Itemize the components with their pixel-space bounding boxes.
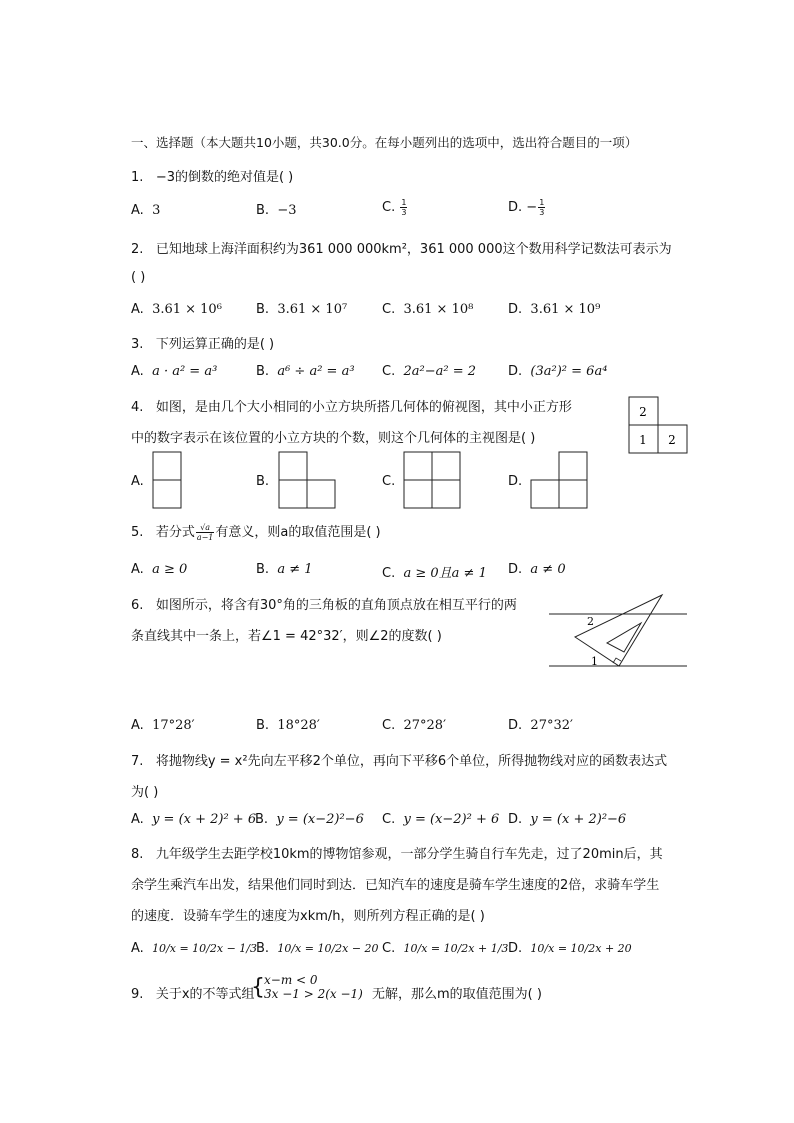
front-view-c[interactable] (403, 451, 462, 509)
question-text: 下列运算正确的是( ) (155, 337, 275, 352)
question-text: 如图，是由几个大小相同的小立方块所搭几何体的俯视图，其中小正方形 (155, 400, 572, 415)
question-number: 5. (131, 525, 144, 540)
q3-option-c[interactable]: C. 2a²−a² = 2 (382, 364, 476, 379)
question-7-line2: 为( ) (131, 785, 159, 800)
question-number: 6. (131, 598, 144, 613)
q2-option-a[interactable]: A. 3.61 × 10⁶ (131, 302, 222, 317)
grid-number: 1 (639, 433, 647, 447)
question-9: 9. 关于x的不等式组 (131, 987, 255, 1002)
q8-option-a[interactable]: A. 10/x = 10/2x − 1/3 (131, 941, 257, 956)
q2-option-b[interactable]: B. 3.61 × 10⁷ (256, 302, 348, 317)
inequality-system: x−m < 0 3x −1 > 2(x −1) (264, 973, 363, 1001)
triangle-ruler-figure (545, 592, 690, 672)
question-text: 将抛物线y = x²先向左平移2个单位，再向下平移6个单位，所得抛物线对应的函数表达式 (155, 754, 668, 769)
question-number: 3. (131, 337, 144, 352)
front-view-d[interactable] (530, 451, 589, 509)
q7-option-d[interactable]: D. y = (x + 2)²−6 (508, 812, 627, 827)
q2-option-d[interactable]: D. 3.61 × 10⁹ (508, 302, 601, 317)
q5-option-b[interactable]: B. a ≠ 1 (256, 562, 313, 577)
question-number: 1. (131, 170, 144, 185)
question-number: 9. (131, 987, 144, 1002)
q8-option-b[interactable]: B. 10/x = 10/2x − 20 (256, 941, 379, 956)
question-6 (131, 594, 517, 613)
fraction: $\frac{√a}{a-1}$ (196, 523, 214, 542)
question-5: 5. 若分式 $\frac{√a}{a-1}$ 有意义，则a的取值范围是( ) (131, 523, 381, 542)
top-view-figure (628, 396, 688, 454)
question-number: 7. (131, 754, 144, 769)
question-3 (131, 333, 274, 352)
section-header: 一、选择题（本大题共10小题，共30.0分。在每小题列出的选项中，选出符合题目的一项） (131, 135, 638, 150)
q6-option-a[interactable]: A. 17°28′ (131, 718, 195, 733)
q5-option-a[interactable]: A. a ≥ 0 (131, 562, 188, 577)
grid-number: 2 (639, 405, 647, 419)
q4-option-a[interactable]: A. (131, 474, 144, 489)
q1-option-b[interactable]: B. −3 (256, 203, 297, 218)
brace: { (251, 975, 265, 1000)
q5-option-d[interactable]: D. a ≠ 0 (508, 562, 566, 577)
question-4 (131, 396, 572, 415)
q7-option-c[interactable]: C. y = (x−2)² + 6 (382, 812, 500, 827)
question-8-line3: 的速度．设骑车学生的速度为xkm/h，则所列方程正确的是( ) (131, 909, 485, 924)
q1-option-a[interactable]: A. 3 (131, 203, 161, 218)
fraction: $\frac{1}{3}$ (539, 198, 545, 217)
question-text: 如图所示，将含有30°角的三角板的直角顶点放在相互平行的两 (155, 598, 517, 613)
question-7 (131, 750, 667, 769)
q6-option-b[interactable]: B. 18°28′ (256, 718, 320, 733)
question-text: 九年级学生去距学校10km的博物馆参观，一部分学生骑自行车先走，过了20min后，其 (155, 847, 663, 862)
question-1 (131, 166, 293, 185)
q7-option-b[interactable]: B. y = (x−2)²−6 (255, 812, 364, 827)
question-8 (131, 843, 663, 862)
q1-option-d[interactable]: D. − $\frac{1}{3}$ (508, 198, 545, 217)
front-view-b[interactable] (278, 451, 337, 509)
q3-option-b[interactable]: B. a⁶ ÷ a² = a³ (256, 364, 355, 379)
front-view-a[interactable] (152, 451, 182, 509)
q5-option-c[interactable]: C. a ≥ 0且a ≠ 1 (382, 566, 487, 581)
q4-option-c[interactable]: C. (382, 474, 396, 489)
question-8-line2: 余学生乘汽车出发，结果他们同时到达．已知汽车的速度是骑车学生速度的2倍，求骑车学生 (131, 878, 660, 893)
grid-number: 2 (668, 433, 676, 447)
q7-option-a[interactable]: A. y = (x + 2)² + 6 (131, 812, 257, 827)
question-2-line2: ( ) (131, 270, 146, 285)
q2-option-c[interactable]: C. 3.61 × 10⁸ (382, 302, 474, 317)
q8-option-c[interactable]: C. 10/x = 10/2x + 1/3 (382, 941, 509, 956)
q6-option-d[interactable]: D. 27°32′ (508, 718, 573, 733)
question-9-tail: 无解，那么m的取值范围为( ) (372, 987, 542, 1002)
question-6-line2: 条直线其中一条上，若∠1 = 42°32′，则∠2的度数( ) (131, 629, 442, 644)
q3-option-a[interactable]: A. a · a² = a³ (131, 364, 218, 379)
question-number: 2. (131, 242, 144, 257)
fraction: $\frac{1}{3}$ (401, 198, 407, 217)
q8-option-d[interactable]: D. 10/x = 10/2x + 20 (508, 941, 632, 956)
angle-label: 1 (591, 655, 598, 668)
q3-option-d[interactable]: D. (3a²)² = 6a⁴ (508, 364, 608, 379)
q4-option-b[interactable]: B. (256, 474, 270, 489)
question-4-line2: 中的数字表示在该位置的小立方块的个数，则这个几何体的主视图是( ) (131, 431, 536, 446)
q1-option-c[interactable]: C. $\frac{1}{3}$ (382, 198, 407, 217)
question-number: 4. (131, 400, 144, 415)
question-text: 已知地球上海洋面积约为361 000 000km²，361 000 000这个数用科学记数法可表示为 (155, 242, 672, 257)
q4-option-d[interactable]: D. (508, 474, 523, 489)
question-number: 8. (131, 847, 144, 862)
q6-option-c[interactable]: C. 27°28′ (382, 718, 447, 733)
question-2 (131, 238, 672, 257)
angle-label: 2 (587, 615, 594, 628)
question-text: −3的倒数的绝对值是( ) (155, 170, 294, 185)
